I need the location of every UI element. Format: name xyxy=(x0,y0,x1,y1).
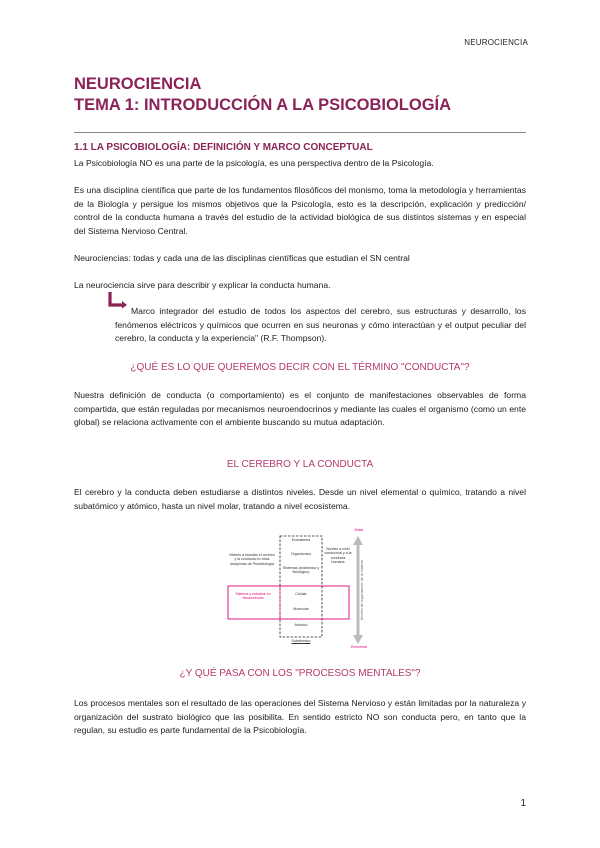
axis-label: Niveles de organización de la materia xyxy=(359,560,364,621)
paragraph-7: Los procesos mentales son el resultado de las operaciones del Sistema Nervioso y están limitadas por la naturaleza y organización del sustrato biológico que las posibilita. En sentido estricto NO son conducta pero, en tanto que la regulan, su estudio es parte fundamental de la Psicobiología. xyxy=(74,698,526,736)
subheading-procesos: ¿Y QUÉ PASA CON LOS "PROCESOS MENTALES"? xyxy=(179,668,421,679)
paragraph-3: Neurociencias: todas y cada una de las disciplinas científicas que estudian el SN central xyxy=(74,253,410,263)
running-header: NEUROCIENCIA xyxy=(464,38,528,47)
paragraph-2: Es una disciplina científica que parte de los fundamentos filosóficos del monismo, toma la metodología y herramientas de la Biología y persigue los mismos objetivos que la Psicología, esto es la descripción, explicación y predicción/ control de la conducta humana a través del estudio de la actividad biológica de sus distintos sistemas y en especial del Sistema Nervioso Central. xyxy=(74,185,526,237)
level-subatomico: Subatómico xyxy=(291,639,311,643)
left-box-label: Sistema y estudios en Neurociencia xyxy=(235,592,271,601)
level-organismico: Organísmico xyxy=(290,552,312,556)
level-atomico: Atómico xyxy=(294,623,308,627)
title-line-1: NEUROCIENCIA xyxy=(74,75,202,93)
level-sistemas: Sistemas (anatómico y fisiológico) xyxy=(282,566,320,575)
section-divider xyxy=(74,132,526,133)
paragraph-4: La neurociencia sirve para describir y explicar la conducta humana. xyxy=(74,280,331,290)
page-number: 1 xyxy=(520,798,526,809)
document-title xyxy=(74,74,451,116)
right-note: Niveles a nivel conductual y a la conducta humana xyxy=(324,547,352,565)
levels-diagram xyxy=(210,527,388,653)
subheading-cerebro: EL CEREBRO Y LA CONDUCTA xyxy=(226,459,374,470)
subheading-conducta: ¿QUÉ ES LO QUE QUEREMOS DECIR CON EL TÉRMINO "CONDUCTA"? xyxy=(130,362,470,373)
paragraph-1: La Psicobiología NO es una parte de la psicología, es una perspectiva dentro de la Psicología. xyxy=(74,158,434,168)
section-heading: 1.1 LA PSICOBIOLOGÍA: DEFINICIÓN Y MARCO CONCEPTUAL xyxy=(74,142,373,153)
level-celular: Celular xyxy=(295,592,307,596)
left-note: Niveles a estudiar el cerebro y la conducta en otras disciplinas de Psicobiología xyxy=(229,553,275,566)
thompson-quote: Marco integrador del estudio de todos los aspectos del cerebro, sus estructuras y desarrollo, los fenómenos eléctricos y químicos que ocurren en sus neuronas y cómo interactúan y el output peculiar del cerebro, la conducta y la experiencia" (R.F. Thompson). xyxy=(115,306,526,344)
level-molecular: Molecular xyxy=(293,607,309,611)
axis-top-label: Molar xyxy=(354,528,364,532)
paragraph-6: El cerebro y la conducta deben estudiarse a distintos niveles. Desde un nivel elemental o químico, tratando a nivel subatómico y atómico, hasta un nivel molar, tratando a nivel ecosistema. xyxy=(74,487,526,511)
level-ecosistema: Ecosistema xyxy=(291,538,311,542)
title-line-2: TEMA 1: INTRODUCCIÓN A LA PSICOBIOLOGÍA xyxy=(74,96,452,114)
paragraph-5: Nuestra definición de conducta (o comportamiento) es el conjunto de manifestaciones observables de forma compartida, que están reguladas por mecanismos neuroendocrinos y mediante las cuales el organismo (como un ente global) se relaciona activamente con el ambiente buscando su mutua adaptación. xyxy=(74,390,526,428)
axis-bottom-label: Elemental xyxy=(351,645,367,649)
